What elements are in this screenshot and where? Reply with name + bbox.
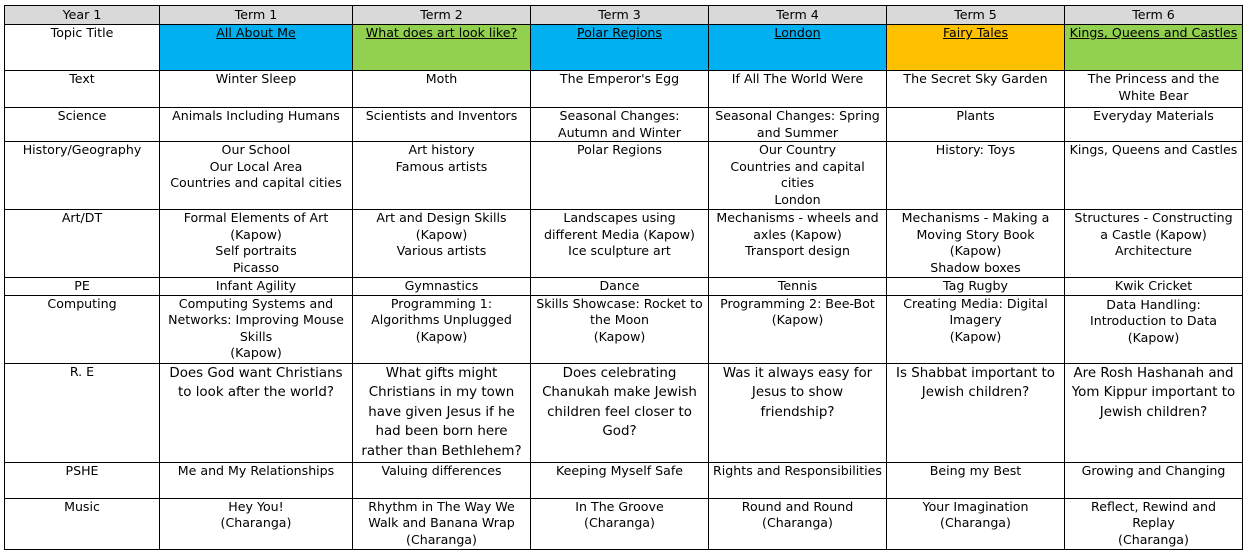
cell-line: (Charanga) <box>584 515 655 531</box>
cell-line: (Kapow) <box>1127 329 1180 345</box>
cell-line: Our School <box>221 142 291 158</box>
table-cell <box>160 210 353 277</box>
cell-line: Polar Regions <box>577 142 662 158</box>
table-cell <box>709 210 887 277</box>
cell-line: Self portraits <box>215 243 297 259</box>
cell-line: History: Toys <box>935 142 1016 158</box>
table-cell: Keeping Myself Safe <box>531 462 709 498</box>
topic-cell <box>353 25 531 71</box>
cell-line: Formal Elements of Art (Kapow) <box>183 210 329 242</box>
cell-line: London <box>774 191 821 207</box>
cell-line: Countries and capital cities <box>730 158 865 191</box>
cell-line: Various artists <box>396 243 487 259</box>
re-row <box>5 363 1243 462</box>
topic-cell <box>160 25 353 71</box>
table-cell: If All The World Were <box>709 71 887 108</box>
topic-row <box>5 25 1243 71</box>
table-cell: The Emperor's Egg <box>531 71 709 108</box>
table-cell: Gymnastics <box>353 277 531 295</box>
cell-line: Architecture <box>1114 243 1193 259</box>
cell-line: Data Handling: Introduction to Data <box>1090 296 1217 329</box>
table-cell <box>160 498 353 549</box>
row-label-re: R. E <box>5 363 160 462</box>
table-cell: Does celebrating Chanukah make Jewish children feel closer to God? <box>531 363 709 462</box>
table-cell <box>887 295 1065 363</box>
cell-line: Skills Showcase: Rocket to the Moon <box>536 295 703 328</box>
table-cell <box>531 210 709 277</box>
table-cell <box>531 295 709 363</box>
topic-link[interactable]: London <box>774 25 821 40</box>
table-cell <box>709 498 887 549</box>
table-cell: Rights and Responsibilities <box>709 462 887 498</box>
cell-line: In The Groove <box>575 498 664 514</box>
table-cell: Plants <box>887 108 1065 142</box>
table-cell <box>1065 210 1243 277</box>
cell-line: Art and Design Skills (Kapow) <box>376 210 507 242</box>
table-cell: Infant Agility <box>160 277 353 295</box>
cell-line: (Charanga) <box>406 531 477 547</box>
cell-line: (Kapow) <box>593 328 646 344</box>
table-cell <box>531 142 709 210</box>
table-cell <box>160 295 353 363</box>
table-cell: The Secret Sky Garden <box>887 71 1065 108</box>
cell-line: Hey You! <box>228 498 284 514</box>
topic-cell <box>531 25 709 71</box>
row-label-computing: Computing <box>5 295 160 363</box>
topic-link[interactable]: Fairy Tales <box>942 25 1009 40</box>
table-cell: What gifts might Christians in my town have given Jesus if he had been born here rather than Bethlehem? <box>353 363 531 462</box>
table-cell: Animals Including Humans <box>160 108 353 142</box>
cell-line: Famous artists <box>395 158 488 174</box>
table-cell <box>887 142 1065 210</box>
row-label-topic: Topic Title <box>5 25 160 71</box>
pshe-row <box>5 462 1243 498</box>
table-cell: Does God want Christians to look after the world? <box>160 363 353 462</box>
row-label-music: Music <box>5 498 160 549</box>
curriculum-table <box>4 5 1243 550</box>
table-cell <box>709 142 887 210</box>
computing-row <box>5 295 1243 363</box>
header-term-3: Term 3 <box>531 6 709 25</box>
table-cell <box>531 498 709 549</box>
table-cell <box>887 498 1065 549</box>
header-term-4: Term 4 <box>709 6 887 25</box>
cell-line: Rhythm in The Way We Walk and Banana Wrap <box>368 498 515 531</box>
table-cell <box>1065 498 1243 549</box>
cell-line: Mechanisms - wheels and axles (Kapow) <box>716 210 879 242</box>
cell-line: Structures - Constructing a Castle (Kapow) <box>1074 210 1233 242</box>
cell-line: Reflect, Rewind and Replay <box>1091 498 1216 531</box>
table-cell: Winter Sleep <box>160 71 353 108</box>
table-cell <box>1065 142 1243 210</box>
history-row <box>5 142 1243 210</box>
cell-line: Round and Round <box>741 498 854 514</box>
header-year: Year 1 <box>5 6 160 25</box>
cell-line: (Charanga) <box>762 515 833 531</box>
cell-line: (Charanga) <box>1118 531 1189 547</box>
table-cell: Kwik Cricket <box>1065 277 1243 295</box>
table-cell: Dance <box>531 277 709 295</box>
cell-line: Programming 2: Bee-Bot <box>720 295 875 311</box>
pe-row <box>5 277 1243 295</box>
topic-cell <box>709 25 887 71</box>
topic-cell <box>1065 25 1243 71</box>
table-cell <box>1065 295 1243 363</box>
cell-line: Our Local Area <box>209 158 303 174</box>
table-cell: Scientists and Inventors <box>353 108 531 142</box>
table-cell <box>353 142 531 210</box>
cell-line: (Kapow) <box>771 312 824 328</box>
table-cell: Is Shabbat important to Jewish children? <box>887 363 1065 462</box>
cell-line: Kings, Queens and Castles <box>1069 142 1238 158</box>
cell-line: (Charanga) <box>940 515 1011 531</box>
cell-line: Countries and capital cities <box>170 175 342 191</box>
row-label-art: Art/DT <box>5 210 160 277</box>
header-row <box>5 6 1243 25</box>
cell-line: (Kapow) <box>949 328 1002 344</box>
table-cell: Valuing differences <box>353 462 531 498</box>
cell-line: Our Country <box>758 142 837 158</box>
row-label-text: Text <box>5 71 160 108</box>
header-term-1: Term 1 <box>160 6 353 25</box>
topic-link[interactable]: Kings, Queens and Castles <box>1069 25 1238 40</box>
header-term-5: Term 5 <box>887 6 1065 25</box>
cell-line: Computing Systems and Networks: Improving Mouse Skills <box>168 295 344 344</box>
cell-line: (Kapow) <box>230 345 282 361</box>
topic-cell <box>887 25 1065 71</box>
topic-link[interactable]: What does art look like? <box>365 25 518 40</box>
table-cell: Me and My Relationships <box>160 462 353 498</box>
table-cell: Tennis <box>709 277 887 295</box>
cell-line: Ice sculpture art <box>568 243 671 259</box>
table-cell: Was it always easy for Jesus to show friendship? <box>709 363 887 462</box>
cell-line: (Charanga) <box>220 515 292 531</box>
table-cell: The Princess and the White Bear <box>1065 71 1243 108</box>
art-row <box>5 210 1243 277</box>
text-row <box>5 71 1243 108</box>
table-cell <box>160 142 353 210</box>
cell-line: Art history <box>408 142 475 158</box>
row-label-science: Science <box>5 108 160 142</box>
table-cell: Are Rosh Hashanah and Yom Kippur important to Jewish children? <box>1065 363 1243 462</box>
table-cell: Growing and Changing <box>1065 462 1243 498</box>
table-cell <box>353 210 531 277</box>
cell-line: Landscapes using different Media (Kapow) <box>544 210 695 242</box>
header-term-6: Term 6 <box>1065 6 1243 25</box>
table-cell <box>353 498 531 549</box>
table-cell: Seasonal Changes: Spring and Summer <box>709 108 887 142</box>
table-cell: Seasonal Changes: Autumn and Winter <box>531 108 709 142</box>
cell-line: Picasso <box>232 259 280 275</box>
table-cell: Being my Best <box>887 462 1065 498</box>
header-term-2: Term 2 <box>353 6 531 25</box>
cell-line: Your Imagination <box>922 498 1029 514</box>
table-cell <box>709 295 887 363</box>
cell-line: Mechanisms - Making a Moving Story Book (Kapow) <box>901 210 1050 259</box>
cell-line: Shadow boxes <box>930 259 1021 275</box>
science-row <box>5 108 1243 142</box>
music-row <box>5 498 1243 549</box>
row-label-pshe: PSHE <box>5 462 160 498</box>
table-cell: Everyday Materials <box>1065 108 1243 142</box>
row-label-pe: PE <box>5 277 160 295</box>
cell-line: (Kapow) <box>415 328 468 344</box>
topic-link[interactable]: Polar Regions <box>577 25 662 40</box>
table-cell <box>353 295 531 363</box>
topic-link[interactable]: All About Me <box>216 25 296 40</box>
table-cell: Moth <box>353 71 531 108</box>
table-cell <box>887 210 1065 277</box>
cell-line: Programming 1: Algorithms Unplugged <box>371 295 512 328</box>
cell-line: Creating Media: Digital Imagery <box>903 295 1048 328</box>
table-cell: Tag Rugby <box>887 277 1065 295</box>
cell-line: Transport design <box>745 243 850 259</box>
row-label-history: History/Geography <box>5 142 160 210</box>
